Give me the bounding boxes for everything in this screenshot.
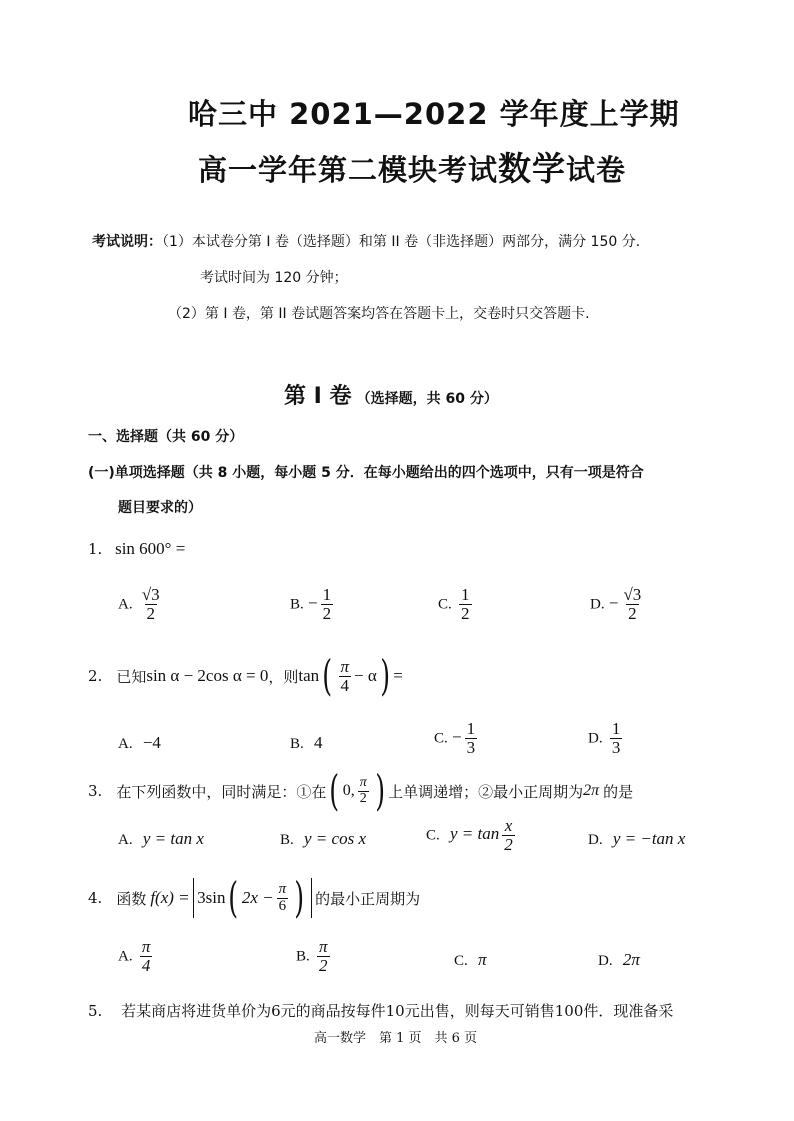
question-2-option-c: C. − $\frac{1}{3}$	[434, 719, 476, 757]
subpart-title-line1: (一)单项选择题（共 8 小题，每小题 5 分．在每小题给出的四个选项中，只有一项是符合	[88, 465, 644, 481]
question-4-stem: 4. 函数 f(x) = 3sin ( 2x − $\frac{\pi}{6}$ ) 的最小正周期为	[88, 873, 421, 922]
subpart-title-line2: 题目要求的）	[118, 500, 202, 516]
section-heading-main: 第 I 卷	[284, 384, 352, 409]
question-4-option-d: D. 2π	[598, 950, 640, 969]
question-1-stem	[88, 539, 185, 559]
instructions-item1: （1）本试卷分第 I 卷（选择题）和第 II 卷（非选择题）两部分，满分 150 分.	[162, 234, 641, 250]
question-3-option-c: C. y = tan $\frac{x}{2}$	[426, 816, 513, 854]
question-2-option-a: A. −4	[118, 733, 161, 752]
instructions-line1	[92, 231, 640, 251]
section-heading	[284, 379, 498, 410]
page-footer: 高一数学 第 1 页 共 6 页	[314, 1031, 478, 1046]
question-3-option-d: D. y = −tan x	[588, 829, 686, 848]
instructions-item1-cont: 考试时间为 120 分钟；	[200, 270, 348, 286]
page-title-line1: 哈三中 2021—2022 学年度上学期	[188, 97, 680, 131]
title-part3: 试卷	[566, 153, 627, 187]
question-1-option-d: D. − $\frac{√3}{2}$	[590, 585, 642, 623]
question-5-stem: 5. 若某商店将进货单价为6元的商品按每件10元出售，则每天可销售100件．现准备采	[88, 1002, 674, 1020]
question-1-option-b: B. − $\frac{1}{2}$	[290, 585, 332, 623]
question-3-stem: 3. 在下列函数中，同时满足：①在 ( 0, $\frac{\pi}{2}$ ) 上单调递增；②最小正周期为 2π 的是	[88, 766, 634, 815]
question-1-option-a: A. $\frac{√3}{2}$	[118, 585, 160, 623]
instructions-item2: （2）第 I 卷，第 II 卷试题答案均答在答题卡上，交卷时只交答题卡.	[168, 306, 590, 322]
question-4-option-c: C. π	[454, 950, 487, 969]
part-title: 一、选择题（共 60 分）	[88, 429, 244, 445]
question-number: 1.	[88, 540, 103, 558]
section-heading-note: （选择题，共 60 分）	[356, 391, 498, 407]
question-3-option-b: B. y = cos x	[280, 829, 366, 848]
question-4-option-a: A. $\frac{\pi}{4}$	[118, 937, 151, 975]
instructions-label: 考试说明：	[92, 234, 162, 250]
question-2-option-d: D. $\frac{1}{3}$	[588, 719, 621, 757]
question-2-stem: 2. 已知 sin α − 2cos α = 0 ，则 tan ( $\frac{\pi}{4}$ − α ) =	[88, 651, 403, 700]
page-title-line2	[198, 143, 626, 190]
title-part2: 数学	[498, 149, 567, 188]
question-4-option-b: B. $\frac{\pi}{2}$	[296, 937, 328, 975]
question-stem-math: sin 600° =	[115, 539, 186, 558]
question-1-option-c: C. $\frac{1}{2}$	[438, 585, 470, 623]
question-2-option-b: B. 4	[290, 733, 323, 752]
title-part1: 高一学年第二模块考试	[198, 153, 499, 187]
question-3-option-a: A. y = tan x	[118, 829, 204, 848]
